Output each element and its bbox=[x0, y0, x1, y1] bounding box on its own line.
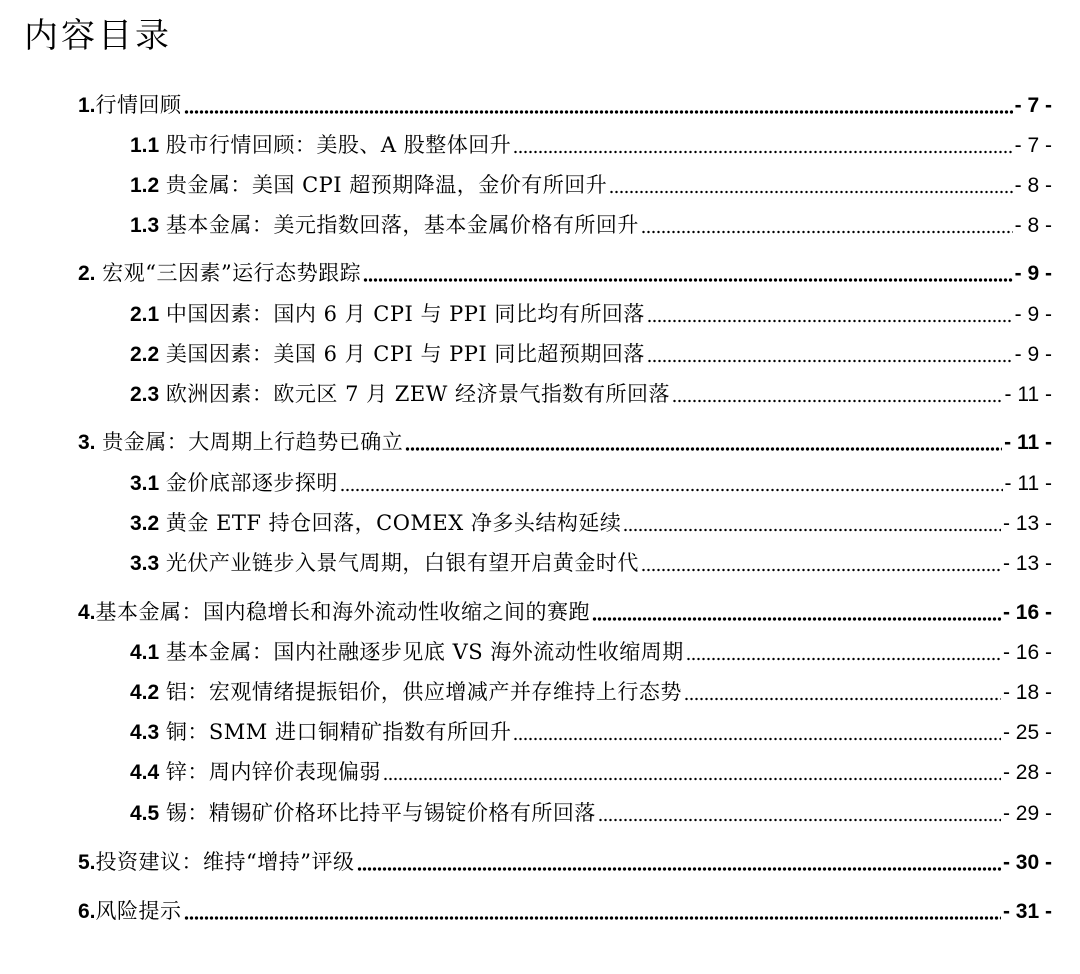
dot-leader bbox=[513, 737, 1001, 741]
toc-entry-6[interactable] bbox=[0, 895, 1080, 925]
toc-page-number: - 31 - bbox=[1002, 900, 1052, 923]
toc-page-number: - 25 - bbox=[1002, 721, 1052, 744]
toc-entry-label: 欧洲因素：欧元区 7 月 ZEW 经济景气指数有所回落 bbox=[165, 382, 670, 406]
dot-leader bbox=[357, 867, 1001, 871]
toc-page-number: - 13 - bbox=[1002, 512, 1052, 535]
toc-page-number: - 13 - bbox=[1002, 552, 1052, 575]
toc-entry-4-3[interactable] bbox=[0, 716, 1080, 746]
toc-page-number: - 9 - bbox=[1014, 303, 1052, 326]
dot-leader bbox=[684, 697, 1001, 701]
toc-entry-number: 4.4 bbox=[130, 761, 160, 784]
dot-leader bbox=[672, 399, 1003, 403]
toc-entry-label: 行情回顾 bbox=[95, 93, 182, 117]
toc-page-number: - 16 - bbox=[1002, 641, 1052, 664]
toc-page-number: - 8 - bbox=[1014, 174, 1052, 197]
toc-entry-4-4[interactable] bbox=[0, 756, 1080, 786]
toc-entry-3-3[interactable] bbox=[0, 547, 1080, 577]
toc-entry-3-1[interactable] bbox=[0, 467, 1080, 497]
toc-entry-3[interactable] bbox=[0, 426, 1080, 456]
dot-leader bbox=[641, 230, 1013, 234]
toc-entry-1-3[interactable] bbox=[0, 209, 1080, 239]
toc-entry-2-3[interactable] bbox=[0, 378, 1080, 408]
toc-entry-label: 基本金属：国内社融逐步见底 VS 海外流动性收缩周期 bbox=[165, 640, 684, 664]
toc-page-number: - 9 - bbox=[1014, 343, 1052, 366]
toc-entry-1[interactable] bbox=[0, 89, 1080, 119]
toc-entry-number: 3.1 bbox=[130, 472, 160, 495]
toc-entry-3-2[interactable] bbox=[0, 507, 1080, 537]
toc-entry-1-1[interactable] bbox=[0, 129, 1080, 159]
toc-page-number: - 28 - bbox=[1002, 761, 1052, 784]
toc-page-number: - 30 - bbox=[1002, 851, 1052, 874]
toc-entry-label: 贵金属：大周期上行趋势已确立 bbox=[102, 430, 404, 454]
toc-entry-label: 锡：精锡矿价格环比持平与锡锭价格有所回落 bbox=[165, 801, 596, 825]
dot-leader bbox=[405, 447, 1002, 451]
toc-entry-label: 铜：SMM 进口铜精矿指数有所回升 bbox=[165, 720, 512, 744]
toc-entry-number: 1.1 bbox=[130, 134, 160, 157]
dot-leader bbox=[609, 190, 1012, 194]
toc-page-number: - 8 - bbox=[1014, 214, 1052, 237]
toc-entry-number: 4.5 bbox=[130, 802, 160, 825]
dot-leader bbox=[647, 319, 1013, 323]
toc-entry-label: 基本金属：美元指数回落，基本金属价格有所回升 bbox=[165, 213, 639, 237]
toc-entry-number: 3.2 bbox=[130, 512, 160, 535]
toc-entry-label: 风险提示 bbox=[95, 899, 182, 923]
dot-leader bbox=[184, 110, 1013, 114]
toc-entry-label: 基本金属：国内稳增长和海外流动性收缩之间的赛跑 bbox=[95, 600, 591, 624]
dot-leader bbox=[363, 278, 1012, 282]
toc-entry-number: 4.3 bbox=[130, 721, 160, 744]
dot-leader bbox=[623, 528, 1001, 532]
toc-entry-4-1[interactable] bbox=[0, 636, 1080, 666]
toc-entry-number: 4. bbox=[78, 601, 96, 624]
dot-leader bbox=[340, 488, 1003, 492]
toc-entry-label: 光伏产业链步入景气周期，白银有望开启黄金时代 bbox=[165, 551, 639, 575]
toc-entry-number: 4.2 bbox=[130, 681, 160, 704]
toc-entry-label: 金价底部逐步探明 bbox=[165, 471, 338, 495]
toc-entry-number: 5. bbox=[78, 851, 96, 874]
toc-entry-number: 6. bbox=[78, 900, 96, 923]
dot-leader bbox=[641, 568, 1001, 572]
dot-leader bbox=[686, 657, 1001, 661]
toc-page-number: - 11 - bbox=[1004, 383, 1052, 406]
dot-leader bbox=[592, 617, 1001, 621]
toc-entry-label: 锌：周内锌价表现偏弱 bbox=[165, 760, 381, 784]
toc-entry-label: 铝：宏观情绪提振铝价，供应增减产并存维持上行态势 bbox=[165, 680, 682, 704]
toc-entry-label: 美国因素：美国 6 月 CPI 与 PPI 同比超预期回落 bbox=[165, 342, 645, 366]
toc-page-number: - 11 - bbox=[1004, 431, 1052, 454]
toc-entry-label: 贵金属：美国 CPI 超预期降温，金价有所回升 bbox=[165, 173, 608, 197]
toc-entry-number: 2.2 bbox=[130, 343, 160, 366]
toc-page-number: - 29 - bbox=[1002, 802, 1052, 825]
toc-entry-2-2[interactable] bbox=[0, 338, 1080, 368]
toc-entry-number: 4.1 bbox=[130, 641, 160, 664]
dot-leader bbox=[513, 150, 1012, 154]
toc-entry-4-2[interactable] bbox=[0, 676, 1080, 706]
dot-leader bbox=[647, 359, 1013, 363]
toc-entry-number: 1.3 bbox=[130, 214, 160, 237]
toc-page-number: - 18 - bbox=[1002, 681, 1052, 704]
toc-entry-label: 中国因素：国内 6 月 CPI 与 PPI 同比均有所回落 bbox=[165, 302, 645, 326]
toc-page-number: - 11 - bbox=[1004, 472, 1052, 495]
dot-leader bbox=[184, 916, 1001, 920]
toc-entry-5[interactable] bbox=[0, 846, 1080, 876]
toc-entry-2-1[interactable] bbox=[0, 298, 1080, 328]
dot-leader bbox=[383, 777, 1001, 781]
toc-entry-label: 宏观“三因素”运行态势跟踪 bbox=[102, 261, 362, 285]
toc-entry-number: 3. bbox=[78, 431, 96, 454]
toc-entry-number: 3.3 bbox=[130, 552, 160, 575]
toc-entry-number: 2.1 bbox=[130, 303, 160, 326]
toc-entry-number: 1. bbox=[78, 94, 96, 117]
toc-entry-number: 2. bbox=[78, 262, 96, 285]
toc-entry-number: 2.3 bbox=[130, 383, 160, 406]
toc-entry-label: 黄金 ETF 持仓回落，COMEX 净多头结构延续 bbox=[165, 511, 622, 535]
toc-entry-1-2[interactable] bbox=[0, 169, 1080, 199]
toc-entry-label: 投资建议：维持“增持”评级 bbox=[95, 850, 355, 874]
toc-entry-number: 1.2 bbox=[130, 174, 160, 197]
toc-page-number: - 7 - bbox=[1014, 134, 1052, 157]
toc-page-number: - 7 - bbox=[1014, 94, 1052, 117]
toc-entry-4[interactable] bbox=[0, 596, 1080, 626]
dot-leader bbox=[598, 818, 1001, 822]
toc-page-number: - 9 - bbox=[1014, 262, 1052, 285]
toc-page-number: - 16 - bbox=[1002, 601, 1052, 624]
toc-entry-label: 股市行情回顾：美股、A 股整体回升 bbox=[165, 133, 512, 157]
toc-entry-2[interactable] bbox=[0, 257, 1080, 287]
toc-entry-4-5[interactable] bbox=[0, 797, 1080, 827]
toc-title: 内容目录 bbox=[24, 16, 172, 56]
